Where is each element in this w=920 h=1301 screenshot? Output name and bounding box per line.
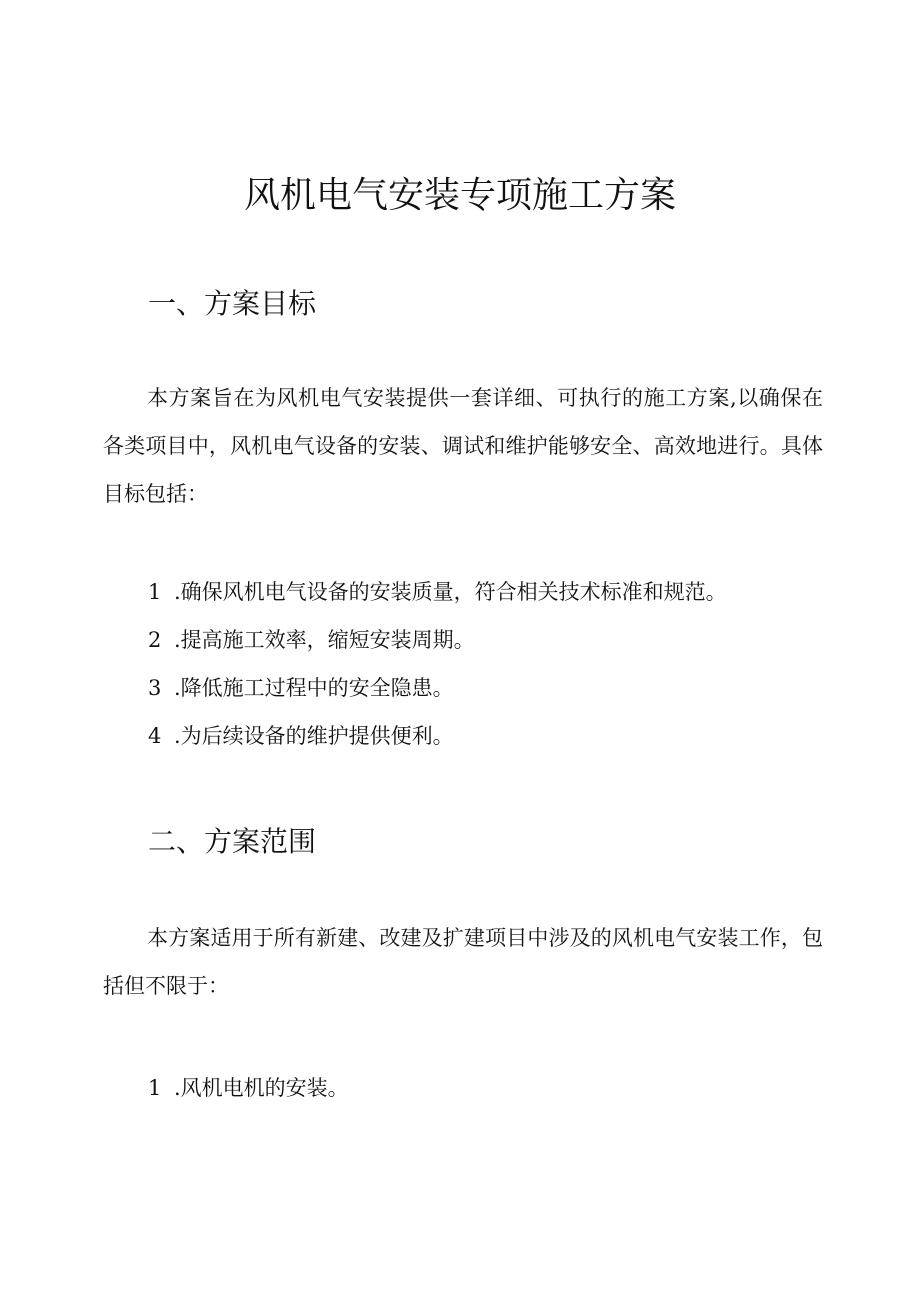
list-item-text: .降低施工过程中的安全隐患。: [174, 676, 454, 700]
list-item: [148, 577, 727, 607]
list-item-number: 2: [148, 628, 162, 652]
list-item-text: .提高施工效率，缩短安装周期。: [174, 628, 475, 652]
list-item-text: .确保风机电气设备的安装质量，符合相关技术标准和规范。: [174, 580, 727, 604]
list-item-number: 1: [148, 1076, 162, 1100]
section-heading-goals: 一、方案目标: [148, 287, 317, 320]
list-item-text: .风机电机的安装。: [174, 1076, 349, 1100]
section-scope-paragraph: 本方案适用于所有新建、改建及扩建项目中涉及的风机电气安装工作，包括但不限于：: [103, 926, 823, 998]
list-item-number: 4: [148, 724, 162, 748]
section-heading-scope: 二、方案范围: [148, 825, 317, 858]
document-title: 风机电气安装专项施工方案: [243, 175, 676, 216]
list-item-number: 1: [148, 580, 162, 604]
list-item: [148, 673, 454, 703]
list-item-number: 3: [148, 676, 162, 700]
list-item: [148, 721, 454, 751]
section-goals-paragraph: 本方案旨在为风机电气安装提供一套详细、可执行的施工方案,以确保在各类项目中，风机电气设备的安装、调试和维护能够安全、高效地进行。具体目标包括：: [103, 386, 823, 506]
list-item-text: .为后续设备的维护提供便利。: [174, 724, 454, 748]
list-item: [148, 1073, 349, 1103]
list-item: [148, 625, 475, 655]
